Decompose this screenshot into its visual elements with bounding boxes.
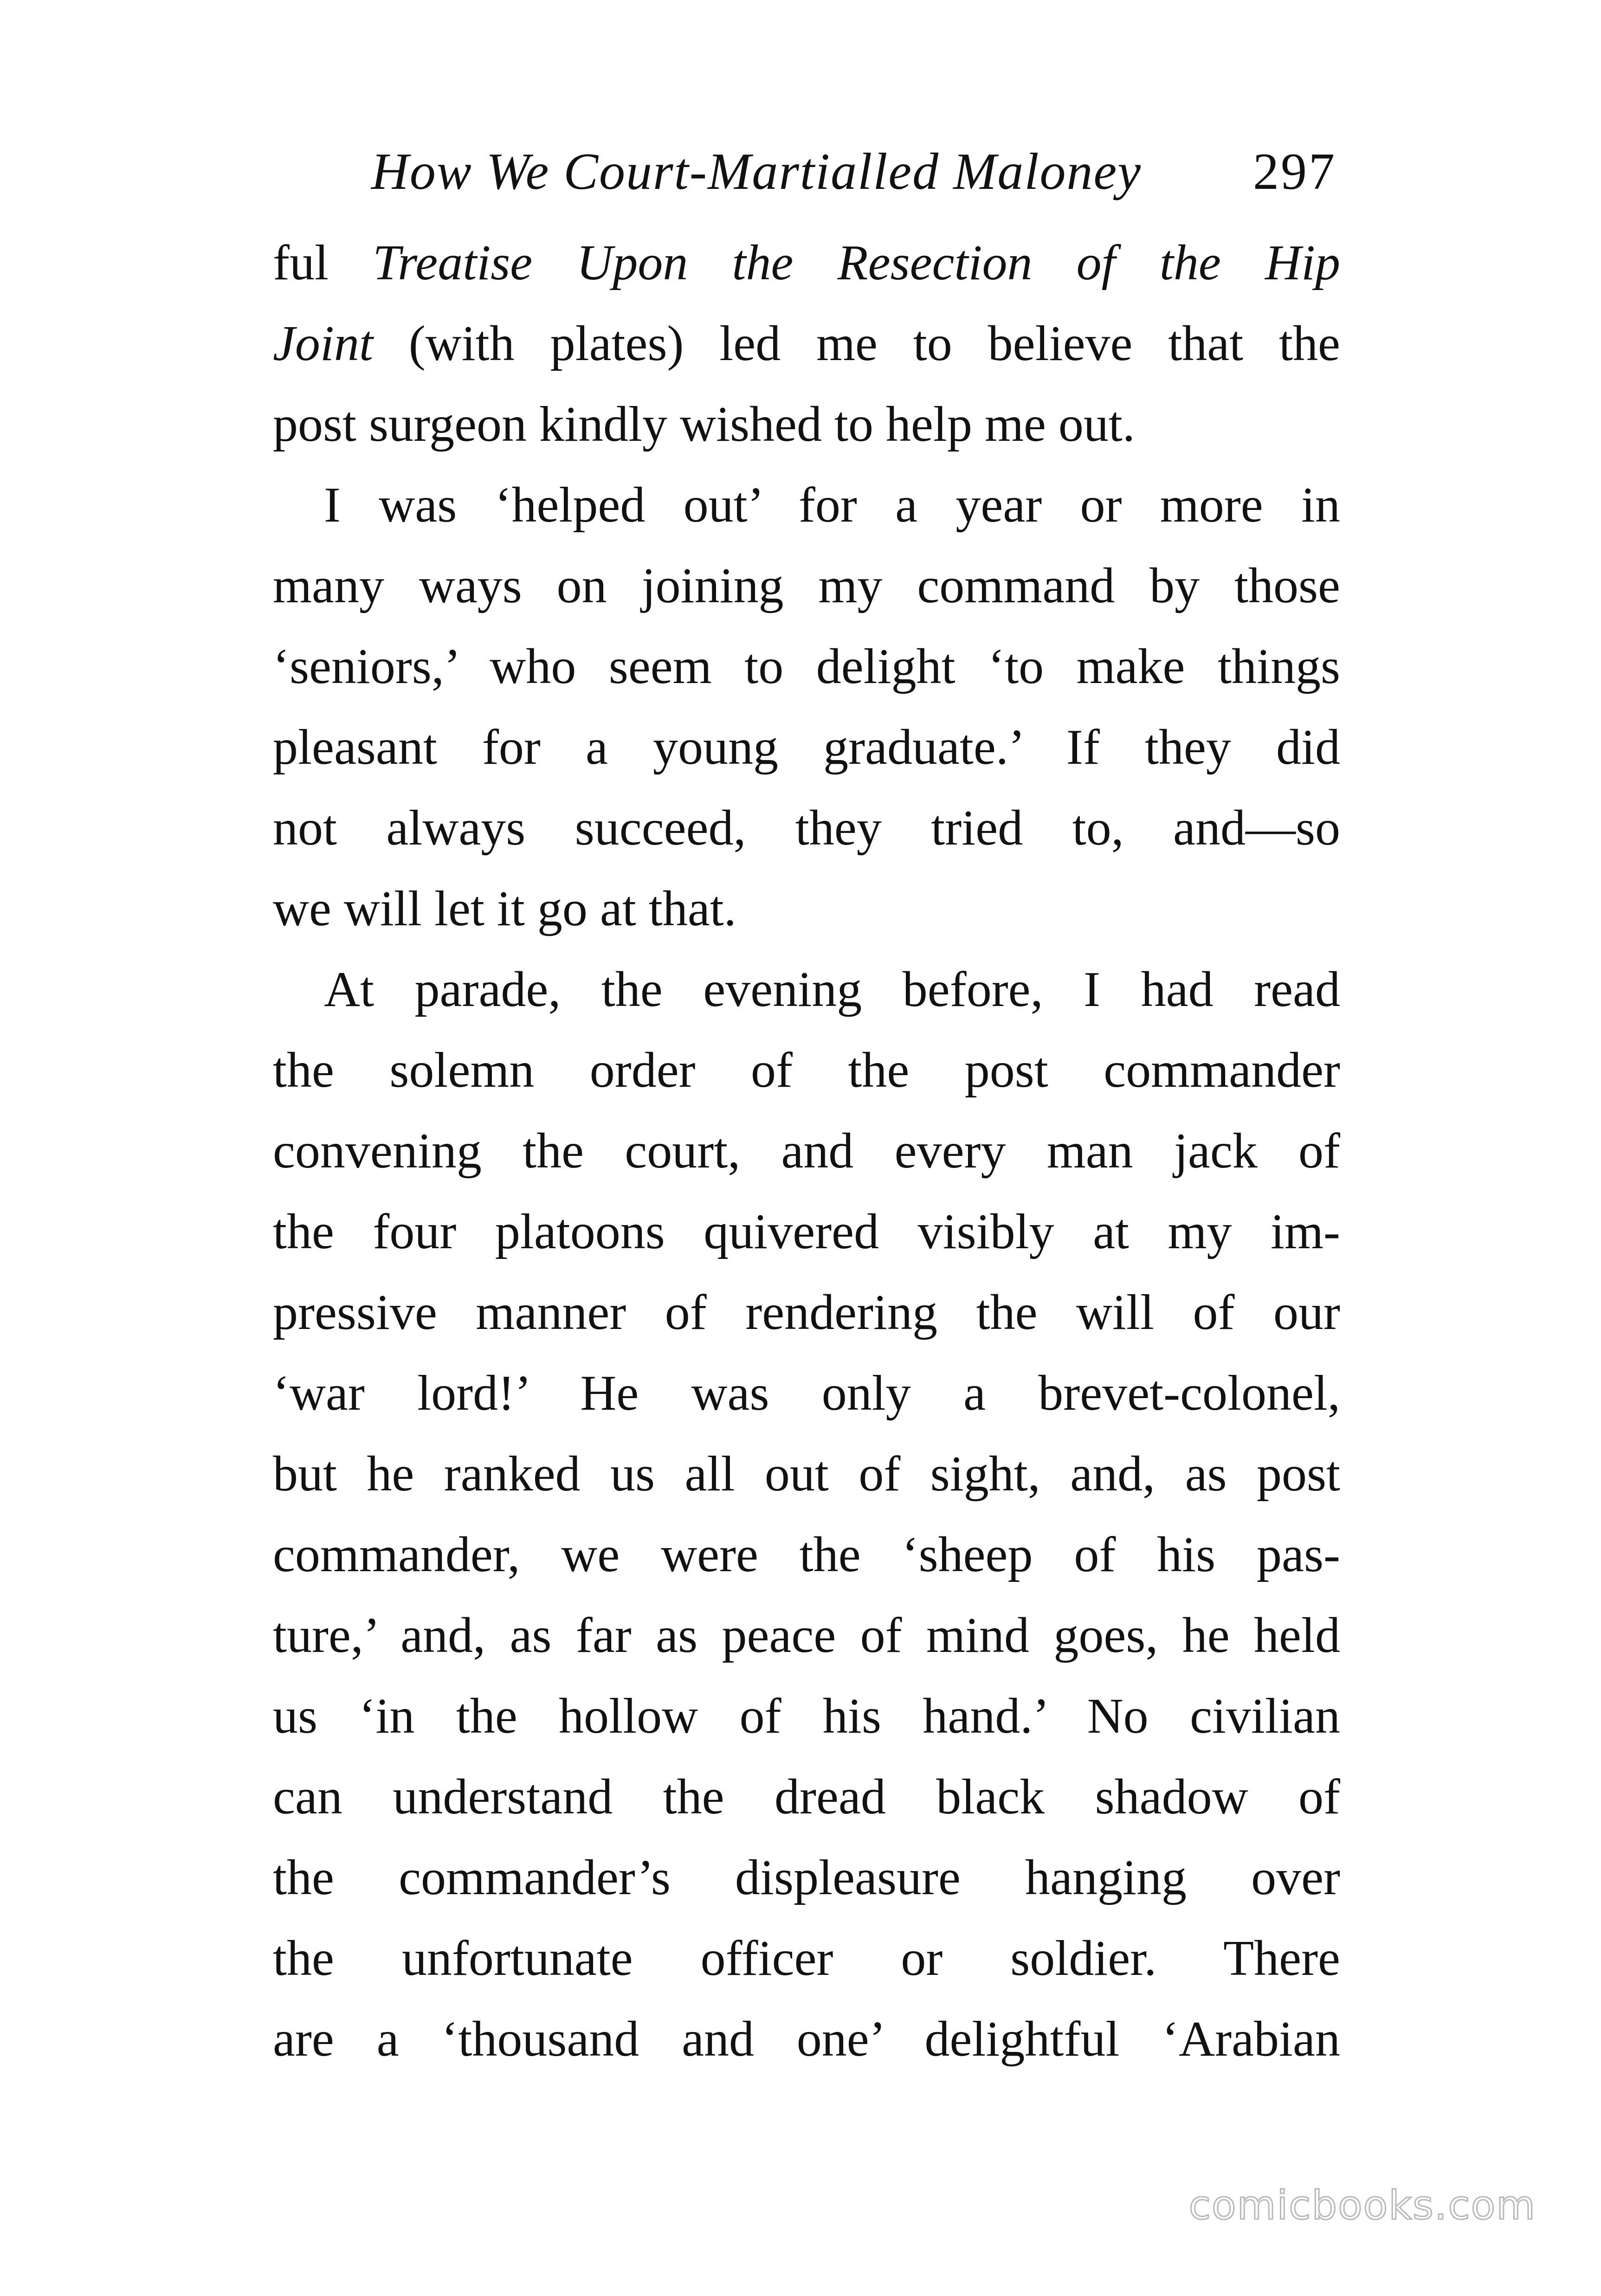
text-line <box>273 626 1340 707</box>
running-head-title: How We Court-Martialled Maloney <box>371 143 1142 200</box>
text-line <box>273 223 1340 303</box>
text-segment: ful <box>273 235 373 290</box>
text-segment: ture,’ and, as far as peace of mind goes, he held <box>273 1608 1340 1663</box>
text-line <box>273 869 1340 949</box>
text-line <box>273 1353 1340 1434</box>
text-segment: At parade, the evening before, I had read <box>324 962 1340 1017</box>
body-text <box>273 223 1340 2080</box>
text-line <box>273 1272 1340 1353</box>
text-segment: (with plates) led me to believe that the <box>373 316 1340 371</box>
text-segment: are a ‘thousand and one’ delightful ‘Arabian <box>273 2012 1340 2067</box>
text-line <box>273 1676 1340 1757</box>
text-line <box>273 1192 1340 1272</box>
page-number: 297 <box>1253 143 1336 200</box>
text-line <box>273 949 1340 1030</box>
running-head <box>371 135 1336 209</box>
text-line <box>273 546 1340 626</box>
text-line <box>273 1918 1340 1999</box>
text-line <box>273 1595 1340 1676</box>
watermark-logo: comicbooks.com <box>1188 2182 1536 2229</box>
text-line <box>273 1757 1340 1838</box>
text-line <box>273 1111 1340 1192</box>
text-segment: but he ranked us all out of sight, and, as post <box>273 1446 1340 1502</box>
text-segment: many ways on joining my command by those <box>273 558 1340 613</box>
text-line <box>273 1838 1340 1918</box>
text-segment: the four platoons quivered visibly at my im- <box>273 1204 1340 1259</box>
text-segment: can understand the dread black shadow of <box>273 1769 1340 1825</box>
text-line <box>273 303 1340 384</box>
italic-text: Joint <box>273 316 373 371</box>
text-line <box>273 465 1340 546</box>
text-segment: ‘seniors,’ who seem to delight ‘to make things <box>273 639 1340 694</box>
text-segment: I was ‘helped out’ for a year or more in <box>324 477 1340 533</box>
text-line <box>273 707 1340 788</box>
text-line <box>273 788 1340 869</box>
text-segment: not always succeed, they tried to, and—so <box>273 800 1340 856</box>
text-segment: convening the court, and every man jack of <box>273 1123 1340 1179</box>
text-segment: pressive manner of rendering the will of our <box>273 1285 1340 1340</box>
text-segment: the solemn order of the post commander <box>273 1043 1340 1098</box>
text-segment: we will let it go at that. <box>273 881 736 936</box>
text-segment: ‘war lord!’ He was only a brevet-colonel, <box>273 1366 1340 1421</box>
text-segment: the unfortunate officer or soldier. There <box>273 1931 1340 1986</box>
text-line <box>273 1515 1340 1595</box>
text-segment: pleasant for a young graduate.’ If they did <box>273 720 1340 775</box>
text-segment: us ‘in the hollow of his hand.’ No civilian <box>273 1689 1340 1744</box>
text-line <box>273 1999 1340 2080</box>
italic-text: Treatise Upon the Resection of the Hip <box>373 235 1340 290</box>
text-segment: post surgeon kindly wished to help me out. <box>273 397 1135 452</box>
text-line <box>273 384 1340 465</box>
text-line <box>273 1434 1340 1515</box>
text-segment: commander, we were the ‘sheep of his pas- <box>273 1527 1340 1582</box>
text-segment: the commander’s displeasure hanging over <box>273 1850 1340 1905</box>
text-line <box>273 1030 1340 1111</box>
